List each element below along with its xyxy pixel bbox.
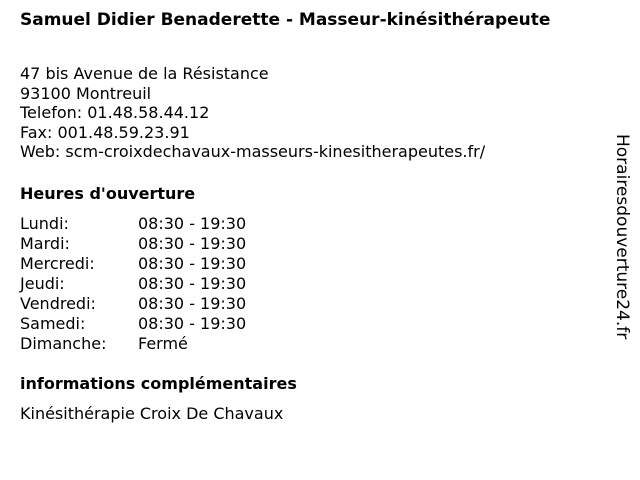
additional-info-heading: informations complémentaires xyxy=(20,374,297,393)
hours-value: Fermé xyxy=(138,334,188,353)
website-text: Web: scm-croixdechavaux-masseurs-kinesitherapeutes.fr/ xyxy=(20,142,486,161)
day-label: Mercredi: xyxy=(20,254,95,273)
additional-info-text: Kinésithérapie Croix De Chavaux xyxy=(20,404,284,423)
phone-number: Telefon: 01.48.58.44.12 xyxy=(20,103,210,122)
hours-value: 08:30 - 19:30 xyxy=(138,314,247,333)
address-street: 47 bis Avenue de la Résistance xyxy=(20,64,269,83)
day-label: Jeudi: xyxy=(20,274,65,293)
site-watermark: Horairesdouverture24.fr xyxy=(612,134,632,340)
opening-hours-heading: Heures d'ouverture xyxy=(20,184,196,203)
hours-value: 08:30 - 19:30 xyxy=(138,294,247,313)
address-city: 93100 Montreuil xyxy=(20,83,152,103)
fax-number: Fax: 001.48.59.23.91 xyxy=(20,122,190,142)
day-label: Vendredi: xyxy=(20,294,96,313)
day-label: Samedi: xyxy=(20,314,86,333)
hours-value: 08:30 - 19:30 xyxy=(138,274,247,293)
hours-value: 08:30 - 19:30 xyxy=(138,214,247,233)
day-label: Lundi: xyxy=(20,214,69,233)
day-label: Dimanche: xyxy=(20,334,107,353)
address-block xyxy=(20,64,485,162)
hours-value: 08:30 - 19:30 xyxy=(138,234,247,253)
hours-value: 08:30 - 19:30 xyxy=(138,254,247,273)
business-title: Samuel Didier Benaderette - Masseur-kinésithérapeute xyxy=(20,10,551,30)
day-label: Mardi: xyxy=(20,234,70,253)
